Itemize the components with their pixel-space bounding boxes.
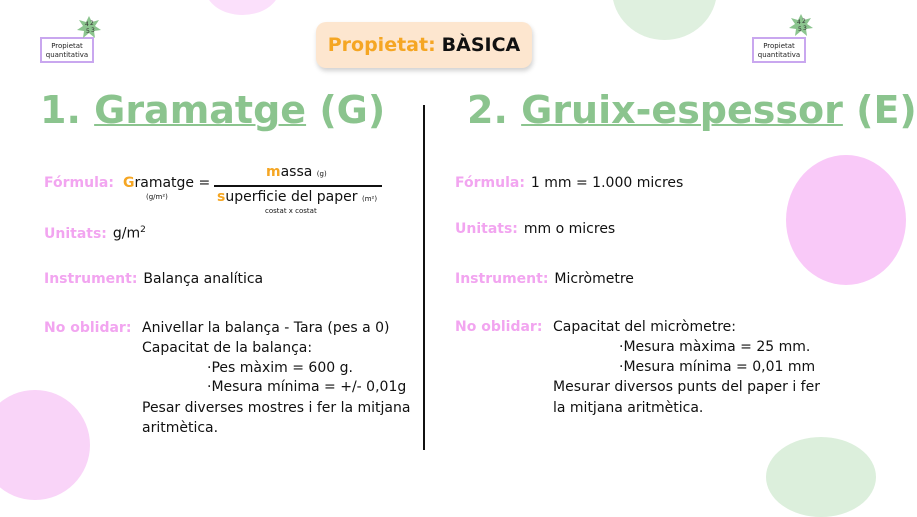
title-symbol: (E): [856, 88, 917, 132]
decor-circle-green-bottom-right: [766, 437, 876, 517]
left-notes-label-row: [44, 320, 137, 336]
formula-variable: [123, 175, 210, 191]
svg-text:4: 4: [797, 19, 801, 26]
quantitative-tag-right: [752, 37, 806, 63]
variable-rest: ramatge =: [134, 175, 211, 191]
decor-circle-pink-bottom-left: [0, 390, 90, 500]
denominator-initial: s: [217, 189, 226, 205]
title-word: Gramatge: [94, 88, 307, 132]
note-line: ·Mesura mínima = 0,01 mm: [619, 359, 816, 375]
title-number: 2.: [467, 88, 508, 132]
note-line: ·Pes màxim = 600 g.: [207, 360, 353, 376]
svg-text:3: 3: [803, 25, 807, 32]
decor-circle-green-top: [612, 0, 717, 40]
right-units-row: [455, 221, 615, 237]
note-line: la mitjana aritmètica.: [553, 400, 704, 416]
numbers-splat-icon: [76, 14, 102, 40]
variable-unit: (g/m²): [146, 193, 168, 201]
fraction-bar: [214, 185, 382, 187]
quantitative-tag-left: [40, 37, 94, 63]
numbers-splat-icon: [788, 12, 814, 38]
property-banner: [316, 22, 532, 68]
units-value: mm o micres: [523, 221, 616, 237]
decor-circle-pink-top: [205, 0, 280, 15]
right-instrument-row: [455, 271, 634, 287]
note-line: ·Mesura mínima = +/- 0,01g: [207, 379, 407, 395]
left-units-row: [44, 225, 146, 242]
notes-label: No oblidar:: [44, 320, 132, 336]
units-exponent: 2: [140, 225, 146, 235]
tag-line-1: Propietat: [51, 42, 83, 50]
numerator-unit: (g): [316, 170, 327, 178]
left-formula-label-row: [44, 175, 120, 191]
svg-text:5: 5: [798, 26, 802, 33]
units-label: Unitats:: [44, 225, 107, 242]
denominator-note: costat x costat: [265, 207, 317, 215]
note-line: aritmètica.: [142, 420, 219, 436]
title-symbol: (G): [319, 88, 386, 132]
numerator-initial: m: [266, 164, 281, 180]
svg-text:3: 3: [91, 27, 95, 34]
variable-initial: G: [123, 175, 135, 191]
instrument-label: Instrument:: [44, 271, 138, 287]
notes-label: No oblidar:: [455, 319, 543, 335]
decor-circle-pink-right: [786, 155, 906, 285]
svg-text:2: 2: [802, 18, 806, 25]
svg-text:2: 2: [90, 20, 94, 27]
instrument-label: Instrument:: [455, 271, 549, 287]
note-line: Capacitat del micròmetre:: [553, 319, 737, 335]
svg-text:4: 4: [85, 21, 89, 28]
title-word: Gruix-espessor: [521, 88, 843, 132]
tag-line-2: quantitativa: [45, 50, 89, 59]
formula-label: Fórmula:: [455, 175, 525, 191]
formula-value: 1 mm = 1.000 micres: [530, 175, 684, 191]
denominator-rest: uperficie del paper: [225, 189, 358, 205]
left-instrument-row: [44, 271, 263, 287]
title-number: 1.: [40, 88, 81, 132]
formula-denominator: [217, 189, 377, 205]
banner-key: Propietat:: [327, 34, 436, 56]
right-title: [467, 88, 917, 132]
note-line: Mesurar diversos punts del paper i fer: [553, 379, 820, 395]
formula-numerator: [266, 164, 327, 180]
left-title: [40, 88, 385, 132]
banner-value: BÀSICA: [441, 34, 521, 56]
instrument-value: Micròmetre: [554, 271, 634, 287]
note-line: Capacitat de la balança:: [142, 340, 313, 356]
denominator-unit: (m²): [361, 195, 378, 203]
units-label: Unitats:: [455, 221, 518, 237]
units-value: g/m: [112, 225, 141, 242]
note-line: ·Mesura màxima = 25 mm.: [619, 339, 811, 355]
instrument-value: Balança analítica: [143, 271, 264, 287]
tag-line-1: Propietat: [763, 42, 795, 50]
note-line: Anivellar la balança - Tara (pes a 0): [142, 320, 390, 336]
tag-line-2: quantitativa: [757, 50, 801, 59]
right-formula-row: [455, 175, 683, 191]
svg-text:5: 5: [86, 28, 90, 35]
formula-label: Fórmula:: [44, 175, 114, 191]
column-divider: [423, 105, 425, 450]
numerator-rest: assa: [280, 164, 313, 180]
note-line: Pesar diverses mostres i fer la mitjana: [142, 400, 411, 416]
right-notes-label-row: [455, 319, 548, 335]
